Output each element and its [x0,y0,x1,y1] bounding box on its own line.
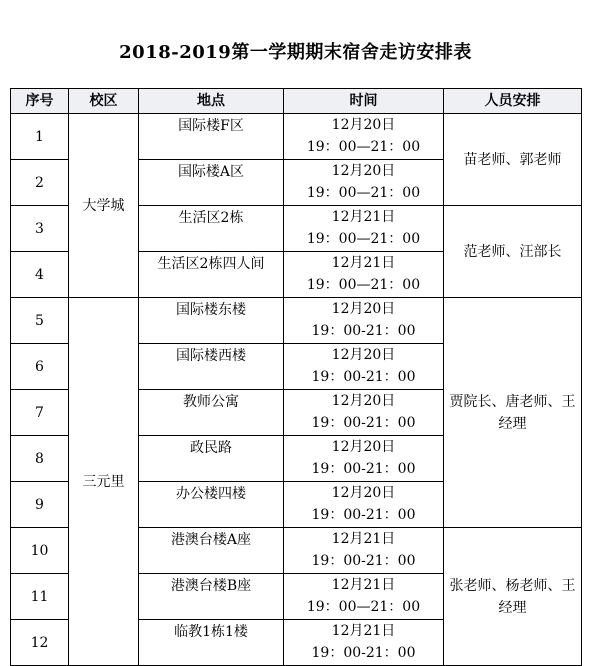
time-text: 19：00-21：00 [311,553,416,569]
location-cell: 港澳台楼B座 [139,574,284,620]
time-cell [284,436,444,482]
time-cell [284,390,444,436]
staff-cell: 张老师、杨老师、王经理 [444,528,582,666]
header-campus: 校区 [69,89,139,114]
row-no: 10 [11,528,69,574]
time-cell [284,574,444,620]
time-cell [284,114,444,160]
location-cell: 政民路 [139,436,284,482]
time-cell [284,252,444,298]
row-no: 12 [11,620,69,666]
date-text: 12月21日 [331,623,396,639]
campus-cell: 大学城 [69,114,139,298]
time-text: 19：00-21：00 [311,323,416,339]
row-no: 1 [11,114,69,160]
time-text: 19：00-21：00 [311,645,416,661]
schedule-table [10,88,582,666]
location-cell: 国际楼东楼 [139,298,284,344]
row-no: 2 [11,160,69,206]
table-row [11,298,582,344]
row-no: 9 [11,482,69,528]
location-cell: 生活区2栋四人间 [139,252,284,298]
row-no: 5 [11,298,69,344]
date-text: 12月20日 [331,301,396,317]
time-text: 19：00—21：00 [306,231,421,247]
header-location: 地点 [139,89,284,114]
row-no: 6 [11,344,69,390]
location-cell: 临教1栋1楼 [139,620,284,666]
row-no: 11 [11,574,69,620]
time-cell [284,482,444,528]
page-title: 2018-2019第一学期期末宿舍走访安排表 [119,42,472,63]
time-text: 19：00-21：00 [311,415,416,431]
time-text: 19：00-21：00 [311,369,416,385]
date-text: 12月20日 [331,117,396,133]
date-text: 12月21日 [331,577,396,593]
time-text: 19：00-21：00 [311,461,416,477]
time-cell [284,528,444,574]
header-row [11,89,582,114]
time-text: 19：00—21：00 [306,185,421,201]
time-text: 19：00—21：00 [306,139,421,155]
time-cell [284,206,444,252]
location-cell: 办公楼四楼 [139,482,284,528]
header-time: 时间 [284,89,444,114]
location-cell: 国际楼A区 [139,160,284,206]
staff-cell: 范老师、汪部长 [444,206,582,298]
location-cell: 国际楼F区 [139,114,284,160]
date-text: 12月20日 [331,439,396,455]
location-cell: 生活区2栋 [139,206,284,252]
time-text: 19：00—21：00 [306,277,421,293]
campus-cell: 三元里 [69,298,139,666]
date-text: 12月21日 [331,209,396,225]
time-cell [284,160,444,206]
staff-cell: 苗老师、郭老师 [444,114,582,206]
date-text: 12月21日 [331,531,396,547]
date-text: 12月20日 [331,163,396,179]
date-text: 12月20日 [331,485,396,501]
location-cell: 教师公寓 [139,390,284,436]
date-text: 12月20日 [331,347,396,363]
time-cell [284,620,444,666]
date-text: 12月20日 [331,393,396,409]
time-text: 19：00-21：00 [311,507,416,523]
header-staff: 人员安排 [444,89,582,114]
header-no: 序号 [11,89,69,114]
location-cell: 国际楼西楼 [139,344,284,390]
time-cell [284,344,444,390]
row-no: 3 [11,206,69,252]
row-no: 7 [11,390,69,436]
date-text: 12月21日 [331,255,396,271]
time-cell [284,298,444,344]
row-no: 4 [11,252,69,298]
staff-cell: 贾院长、唐老师、王经理 [444,298,582,528]
table-row [11,114,582,160]
row-no: 8 [11,436,69,482]
time-text: 19：00—21：00 [306,599,421,615]
location-cell: 港澳台楼A座 [139,528,284,574]
